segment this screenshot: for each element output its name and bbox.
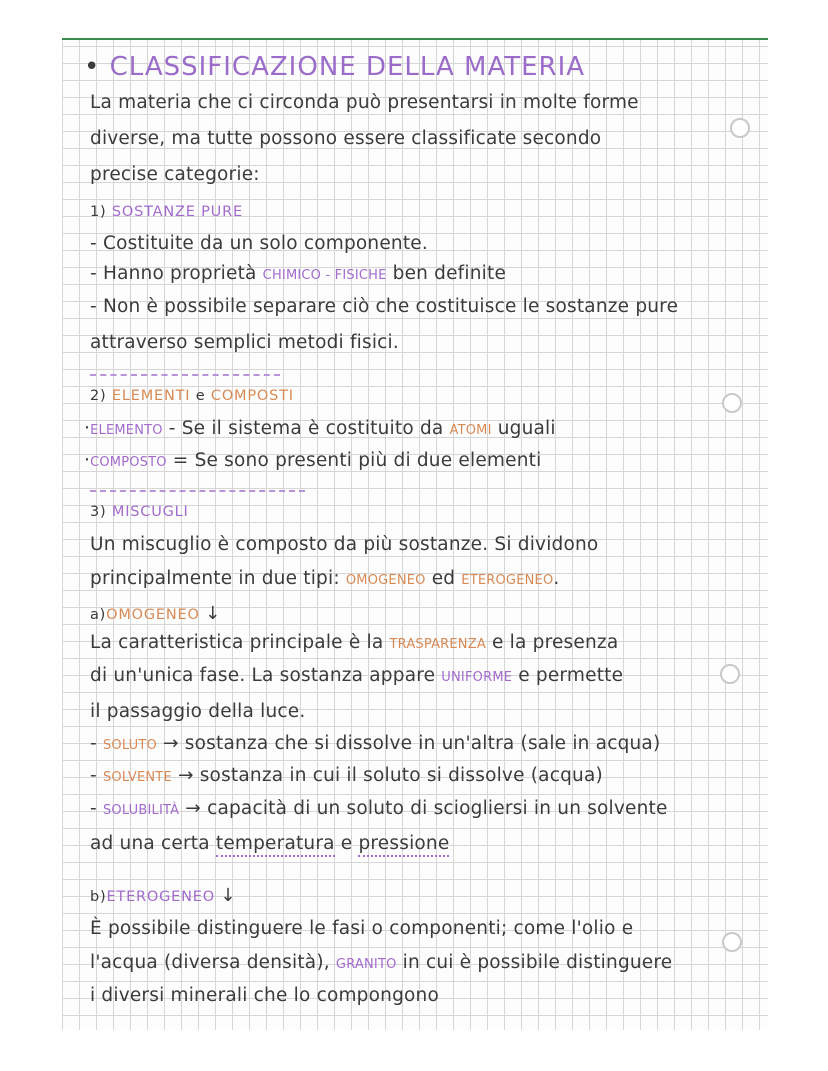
- section-3-line-2: [90, 568, 559, 589]
- composto-term: COMPOSTO: [90, 455, 167, 470]
- eterogeneo-line-2: [90, 952, 672, 973]
- section-3-line-2-ed: ed: [425, 568, 462, 589]
- solvente-definition: [90, 765, 603, 786]
- section-2-number: 2): [90, 388, 107, 404]
- binder-hole-3: [720, 664, 740, 684]
- section-1-bullet-1: - Costituite da un solo componente.: [90, 233, 428, 254]
- solvente-text: → sostanza in cui il soluto si dissolve (acqua): [171, 765, 603, 786]
- section-3-line-2-end: .: [553, 568, 560, 589]
- composto-text: = Se sono presenti più di due elementi: [166, 450, 542, 471]
- omogeneo-line-2-end: e permette: [512, 665, 624, 686]
- binder-hole-4: [722, 932, 742, 952]
- chimico-fisiche-highlight: CHIMICO - FISICHE: [262, 268, 387, 283]
- section-3-heading: [90, 504, 189, 520]
- granito-highlight: GRANITO: [335, 957, 397, 972]
- section-2-and: e: [190, 388, 211, 404]
- intro-line-3: precise categorie:: [90, 164, 260, 185]
- soluto-term: SOLUTO: [102, 738, 157, 753]
- intro-line-1: La materia che ci circonda può presentarsi in molte forme: [90, 92, 639, 113]
- omogeneo-line-1: [90, 632, 618, 653]
- elemento-definition: [84, 418, 556, 439]
- subsection-a-title: OMOGENEO: [106, 607, 200, 623]
- section-1-bullet-3: - Non è possibile separare ciò che costituisce le sostanze pure: [90, 296, 679, 317]
- temperatura-word: temperatura: [216, 833, 335, 857]
- eterogeneo-line-2-end: in cui è possibile distinguere: [396, 952, 673, 973]
- section-3-line-2-text: principalmente in due tipi:: [90, 568, 346, 589]
- soluto-dash: -: [90, 733, 103, 754]
- elemento-bullet: ·: [84, 418, 91, 439]
- omogeneo-line-2-text: di un'unica fase. La sostanza appare: [90, 665, 442, 686]
- page-title: [84, 52, 585, 82]
- atomi-highlight: ATOMI: [449, 423, 492, 438]
- elemento-end: uguali: [491, 418, 556, 439]
- solubilita-text: → capacità di un soluto di sciogliersi in un solvente: [179, 798, 668, 819]
- subsection-b-heading: [90, 885, 236, 906]
- elemento-term: ELEMENTO: [90, 423, 163, 438]
- composto-definition: [84, 450, 541, 471]
- solubilita-cont-text: ad una certa: [90, 833, 216, 854]
- eterogeneo-line-2-text: l'acqua (diversa densità),: [90, 952, 336, 973]
- eterogeneo-line-1: È possibile distinguere le fasi o componenti; come l'olio e: [90, 918, 634, 939]
- uniforme-highlight: UNIFORME: [441, 670, 513, 685]
- solubilita-continuation: [90, 833, 449, 854]
- section-1-bullet-2: [90, 263, 506, 284]
- binder-hole-2: [722, 393, 742, 413]
- binder-hole-1: [730, 118, 750, 138]
- section-2-title-2: COMPOSTI: [210, 388, 294, 404]
- section-1-bullet-2-end: ben definite: [386, 263, 507, 284]
- omogeneo-line-1-text: La caratteristica principale è la: [90, 632, 390, 653]
- subsection-b-title: ETEROGENEO: [106, 889, 215, 905]
- section-1-heading: [90, 204, 243, 220]
- separator-2: [90, 490, 305, 492]
- trasparenza-highlight: TRASPARENZA: [389, 637, 486, 652]
- omogeneo-line-2: [90, 665, 623, 686]
- section-2-heading: [90, 388, 294, 404]
- soluto-definition: [90, 733, 660, 754]
- omogeneo-highlight: OMOGENEO: [345, 573, 426, 588]
- composto-bullet: ·: [84, 450, 91, 471]
- section-3-line-1: Un miscuglio è composto da più sostanze. Si dividono: [90, 534, 599, 555]
- elemento-text: - Se il sistema è costituito da: [162, 418, 450, 439]
- title-bullet: •: [84, 52, 101, 82]
- title-text: CLASSIFICAZIONE DELLA MATERIA: [109, 52, 586, 82]
- solubilita-term: SOLUBILITÀ: [102, 803, 180, 818]
- omogeneo-line-1-end: e la presenza: [485, 632, 619, 653]
- subsection-a-label: a): [90, 607, 107, 623]
- solvente-term: SOLVENTE: [102, 770, 172, 785]
- section-3-title: MISCUGLI: [111, 504, 189, 520]
- section-1-title: SOSTANZE PURE: [111, 204, 243, 220]
- section-3-number: 3): [90, 504, 107, 520]
- solubilita-definition: [90, 798, 668, 819]
- down-arrow-icon: ↓: [205, 603, 222, 624]
- section-1-number: 1): [90, 204, 107, 220]
- subsection-a-heading: [90, 603, 221, 624]
- intro-line-2: diverse, ma tutte possono essere classificate secondo: [90, 128, 602, 149]
- eterogeneo-line-3: i diversi minerali che lo compongono: [90, 985, 439, 1006]
- solvente-dash: -: [90, 765, 103, 786]
- omogeneo-line-3: il passaggio della luce.: [90, 701, 306, 722]
- solubilita-cont-e: e: [334, 833, 359, 854]
- section-1-bullet-2-text: - Hanno proprietà: [90, 263, 263, 284]
- solubilita-dash: -: [90, 798, 103, 819]
- down-arrow-icon: ↓: [220, 885, 237, 906]
- section-1-bullet-3-cont: attraverso semplici metodi fisici.: [90, 332, 399, 353]
- pressione-word: pressione: [358, 833, 449, 857]
- subsection-b-label: b): [90, 889, 107, 905]
- section-2-title-1: ELEMENTI: [111, 388, 191, 404]
- eterogeneo-highlight: ETEROGENEO: [461, 573, 554, 588]
- separator-1: [90, 374, 280, 376]
- soluto-text: → sostanza che si dissolve in un'altra (sale in acqua): [156, 733, 661, 754]
